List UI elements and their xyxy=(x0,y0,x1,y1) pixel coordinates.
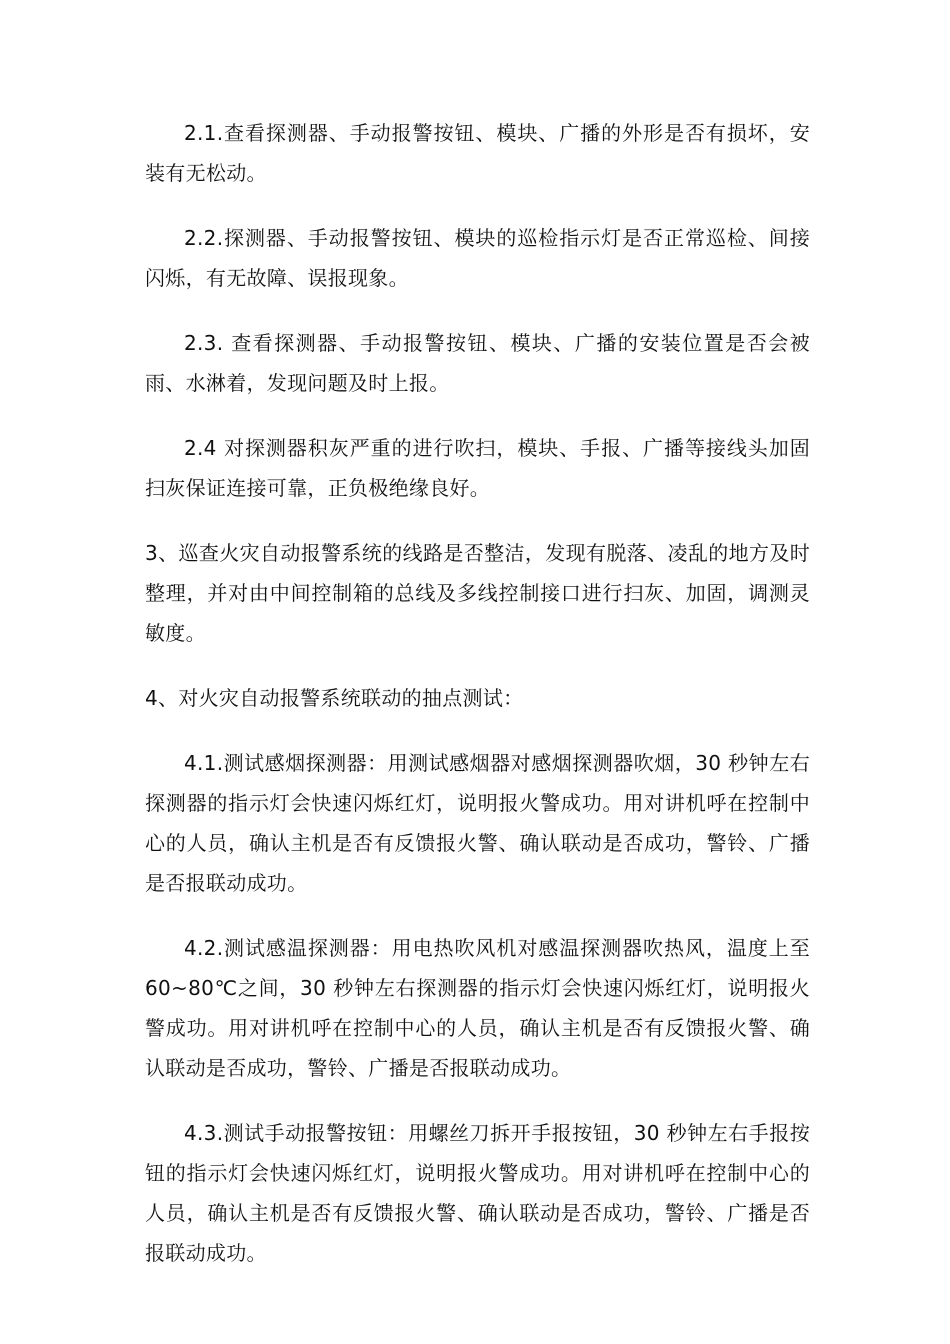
paragraph-2-1: 2.1.查看探测器、手动报警按钮、模块、广播的外形是否有损坏，安装有无松动。 xyxy=(145,121,810,185)
paragraph-2-3: 2.3. 查看探测器、手动报警按钮、模块、广播的安装位置是否会被雨、水淋着，发现问题及时上报。 xyxy=(145,331,810,395)
document-body xyxy=(145,113,810,1298)
paragraph-4: 4、对火灾自动报警系统联动的抽点测试： xyxy=(145,686,524,710)
paragraph-4-1: 4.1.测试感烟探测器：用测试感烟器对感烟探测器吹烟，30 秒钟左右探测器的指示灯会快速闪烁红灯，说明报火警成功。用对讲机呼在控制中心的人员，确认主机是否有反馈报火警、确认联动是否成功，警铃、广播是否报联动成功。 xyxy=(145,751,810,895)
paragraph-4-3: 4.3.测试手动报警按钮：用螺丝刀拆开手报按钮，30 秒钟左右手报按钮的指示灯会快速闪烁红灯，说明报火警成功。用对讲机呼在控制中心的人员，确认主机是否有反馈报火警、确认联动是否成功，警铃、广播是否报联动成功。 xyxy=(145,1121,810,1265)
paragraph-2-2: 2.2.探测器、手动报警按钮、模块的巡检指示灯是否正常巡检、间接闪烁，有无故障、误报现象。 xyxy=(145,226,810,290)
paragraph-3: 3、巡查火灾自动报警系统的线路是否整洁，发现有脱落、凌乱的地方及时整理，并对由中间控制箱的总线及多线控制接口进行扫灰、加固，调测灵敏度。 xyxy=(145,541,810,645)
paragraph-2-4: 2.4 对探测器积灰严重的进行吹扫，模块、手报、广播等接线头加固扫灰保证连接可靠，正负极绝缘良好。 xyxy=(145,436,810,500)
paragraph-4-2: 4.2.测试感温探测器：用电热吹风机对感温探测器吹热风，温度上至 60~80℃之间，30 秒钟左右探测器的指示灯会快速闪烁红灯，说明报火警成功。用对讲机呼在控制中心的人员，确认主机是否有反馈报火警、确认联动是否成功，警铃、广播是否报联动成功。 xyxy=(145,936,810,1080)
